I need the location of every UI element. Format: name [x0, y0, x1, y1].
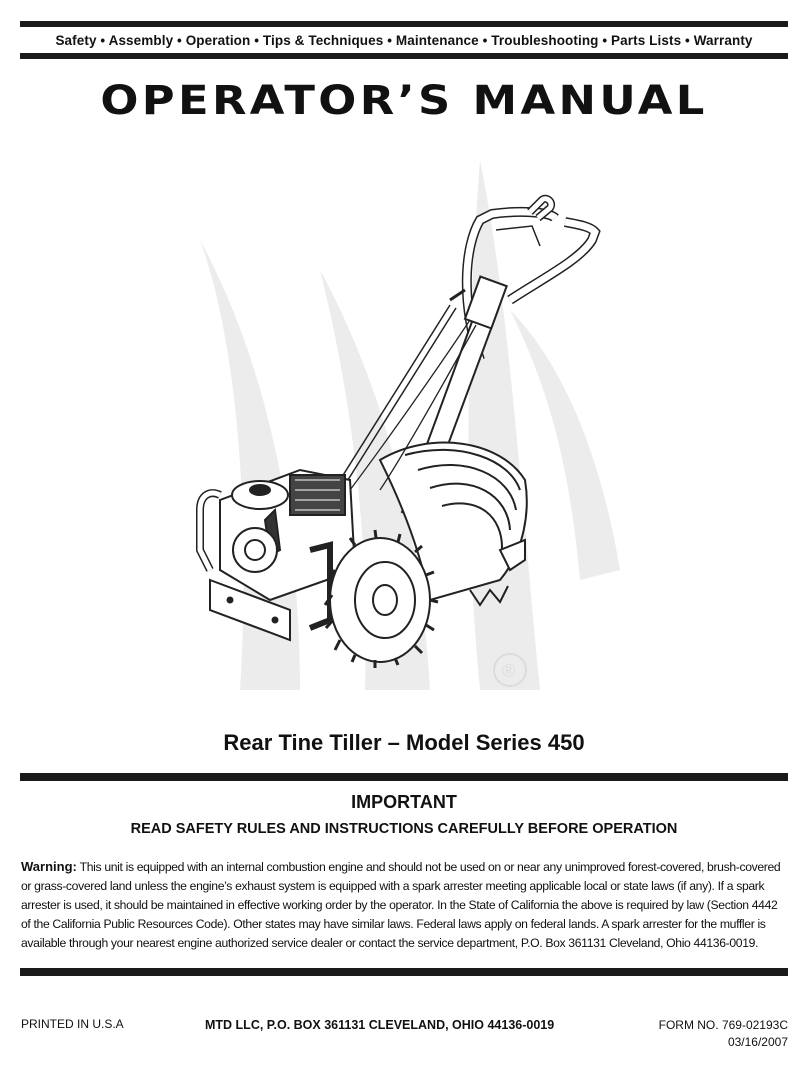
product-subtitle: Rear Tine Tiller – Model Series 450: [223, 730, 585, 755]
divider-bottom: [20, 968, 788, 976]
tiller-illustration: [180, 150, 650, 710]
form-number: FORM NO. 769-02193C: [658, 1018, 788, 1032]
registered-mark-text: ®: [502, 661, 516, 681]
important-heading: IMPORTANT: [351, 792, 457, 812]
sections-bar: [20, 21, 788, 59]
warning-text: This unit is equipped with an internal combustion engine and should not be used on or near any unimproved forest-covered, brush-covered or grass-covered land unless the engine’s exhaust system is equipped with a spark arrester meeting applicable local or state laws (if any). If a spark arrester is used, it should be maintained in effective working order by the operator. In the State of California the above is required by law (Section 4442 of the California Public Resources Code). Other states may have similar laws. Federal laws apply on federal lands. A spark arrester for the muffler is available through your nearest engine authorized service dealer or contact the service department, P.O. Box 361131 Cleveland, Ohio 44136-0019.: [21, 860, 781, 950]
warning-label: Warning:: [21, 859, 77, 874]
manual-title: OPERATOR’S MANUAL: [100, 78, 708, 124]
printed-in: PRINTED IN U.S.A: [21, 1017, 124, 1031]
sections-bar-text: Safety • Assembly • Operation • Tips & Techniques • Maintenance • Troubleshooting • Parts Lists • Warranty: [55, 32, 753, 48]
company-address: MTD LLC, P.O. BOX 361131 CLEVELAND, OHIO 44136-0019: [205, 1018, 555, 1032]
divider-top: [20, 773, 788, 781]
form-date: 03/16/2007: [727, 1035, 788, 1049]
warning-paragraph: [21, 857, 787, 953]
form-info: [659, 1017, 788, 1051]
read-safety-heading: READ SAFETY RULES AND INSTRUCTIONS CAREFULLY BEFORE OPERATION: [130, 821, 678, 837]
